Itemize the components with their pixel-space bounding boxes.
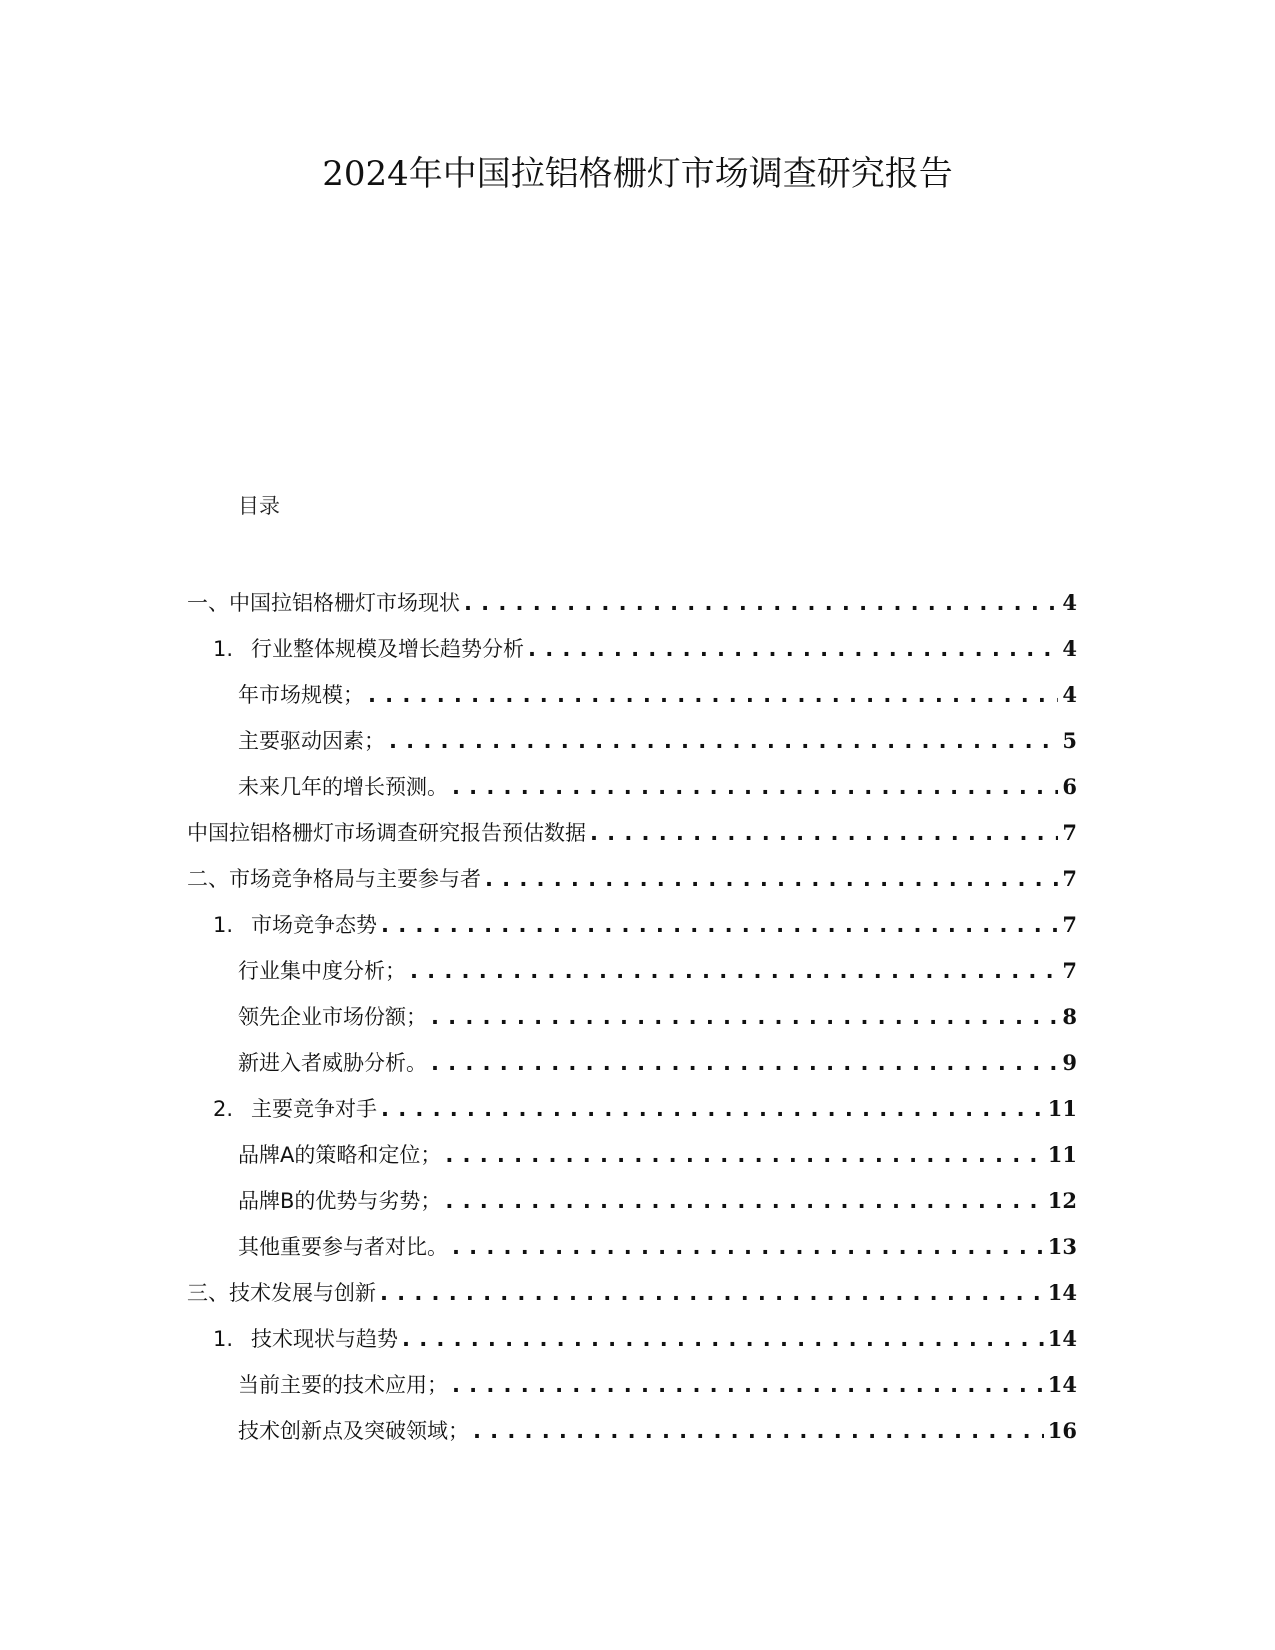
toc-page-number: 4 <box>1062 682 1077 707</box>
toc-entry[interactable] <box>213 909 1077 939</box>
toc-page-number: 8 <box>1062 1004 1077 1029</box>
toc-entry-number: 1. <box>213 1327 234 1351</box>
toc-entry-label: 中国拉铝格栅灯市场调查研究报告预估数据 <box>187 821 586 845</box>
toc-entry[interactable] <box>238 725 1077 755</box>
toc-leader-dots <box>590 821 1058 845</box>
toc-leader-dots <box>452 1235 1044 1259</box>
toc-page-number: 12 <box>1047 1188 1077 1213</box>
toc-entry-label: 品牌A的策略和定位； <box>238 1143 442 1167</box>
toc-leader-dots <box>528 637 1058 661</box>
toc-entry[interactable] <box>238 1369 1077 1399</box>
toc-page-number: 6 <box>1062 774 1077 799</box>
toc-leader-dots <box>410 959 1058 983</box>
toc-entry-label: 一、中国拉铝格栅灯市场现状 <box>187 591 460 615</box>
toc-page-number: 16 <box>1047 1418 1077 1443</box>
toc-page-number: 14 <box>1047 1372 1077 1397</box>
toc-entry-label: 二、市场竞争格局与主要参与者 <box>187 867 481 891</box>
toc-leader-dots <box>485 867 1058 891</box>
toc-entry-number: 1. <box>213 913 234 937</box>
toc-entry-label: 市场竞争态势 <box>251 913 378 937</box>
toc-page-number: 7 <box>1062 820 1077 845</box>
toc-entry-label: 品牌B的优势与劣势； <box>238 1189 442 1213</box>
toc-entry[interactable] <box>238 1047 1077 1077</box>
toc-leader-dots <box>431 1051 1058 1075</box>
toc-page-number: 7 <box>1062 866 1077 891</box>
toc-leader-dots <box>431 1005 1058 1029</box>
toc-entry[interactable] <box>238 1415 1077 1445</box>
toc-entry[interactable] <box>213 1323 1077 1353</box>
toc-entry[interactable] <box>187 863 1077 893</box>
toc-entry-label: 主要竞争对手 <box>251 1097 378 1121</box>
toc-page-number: 5 <box>1062 728 1077 753</box>
toc-entry-label: 行业集中度分析； <box>238 959 406 983</box>
toc-entry[interactable] <box>213 1093 1077 1123</box>
toc-page-number: 4 <box>1062 636 1077 661</box>
toc-leader-dots <box>445 1143 1043 1167</box>
toc-leader-dots <box>381 913 1058 937</box>
toc-leader-dots <box>473 1419 1044 1443</box>
toc-entry-label: 技术现状与趋势 <box>251 1327 399 1351</box>
toc-entry[interactable] <box>238 1231 1077 1261</box>
toc-entry[interactable] <box>238 771 1077 801</box>
toc-leader-dots <box>389 729 1058 753</box>
toc-page-number: 11 <box>1047 1096 1077 1121</box>
toc-entry-label: 新进入者威胁分析。 <box>238 1051 427 1075</box>
toc-entry-label: 其他重要参与者对比。 <box>238 1235 448 1259</box>
toc-entry-label: 领先企业市场份额； <box>238 1005 427 1029</box>
toc-page-number: 14 <box>1047 1326 1077 1351</box>
toc-entry-label: 年市场规模； <box>238 683 364 707</box>
toc-page-number: 11 <box>1047 1142 1077 1167</box>
toc-entry-label: 未来几年的增长预测。 <box>238 775 448 799</box>
toc-entry[interactable] <box>187 1277 1077 1307</box>
toc-entry-label: 主要驱动因素； <box>238 729 385 753</box>
toc-leader-dots <box>464 591 1058 615</box>
document-title: 2024年中国拉铝格栅灯市场调查研究报告 <box>322 154 953 194</box>
toc-entry[interactable] <box>213 633 1077 663</box>
toc-page-number: 14 <box>1047 1280 1077 1305</box>
toc-leader-dots <box>445 1189 1043 1213</box>
toc-page-number: 4 <box>1062 590 1077 615</box>
toc-entry-number: 1. <box>213 637 234 661</box>
toc-entry[interactable] <box>238 1185 1077 1215</box>
toc-leader-dots <box>380 1281 1044 1305</box>
toc-entry-label: 当前主要的技术应用； <box>238 1373 448 1397</box>
toc-entry[interactable] <box>187 817 1077 847</box>
toc-page-number: 7 <box>1062 958 1077 983</box>
toc-leader-dots <box>381 1097 1044 1121</box>
toc-leader-dots <box>452 1373 1044 1397</box>
toc-page-number: 9 <box>1062 1050 1077 1075</box>
toc-entry-label: 行业整体规模及增长趋势分析 <box>251 637 525 661</box>
toc-leader-dots <box>402 1327 1044 1351</box>
toc-heading: 目录 <box>238 494 280 518</box>
toc-leader-dots <box>452 775 1058 799</box>
toc-entry[interactable] <box>187 587 1077 617</box>
toc-entry-number: 2. <box>213 1097 234 1121</box>
toc-entry[interactable] <box>238 679 1077 709</box>
toc-leader-dots <box>368 683 1058 707</box>
toc-entry-label: 技术创新点及突破领域； <box>238 1419 469 1443</box>
toc-entry[interactable] <box>238 1001 1077 1031</box>
toc-entry[interactable] <box>238 955 1077 985</box>
toc-page-number: 13 <box>1047 1234 1077 1259</box>
toc-entry[interactable] <box>238 1139 1077 1169</box>
toc-page-number: 7 <box>1062 912 1077 937</box>
toc-entry-label: 三、技术发展与创新 <box>187 1281 376 1305</box>
